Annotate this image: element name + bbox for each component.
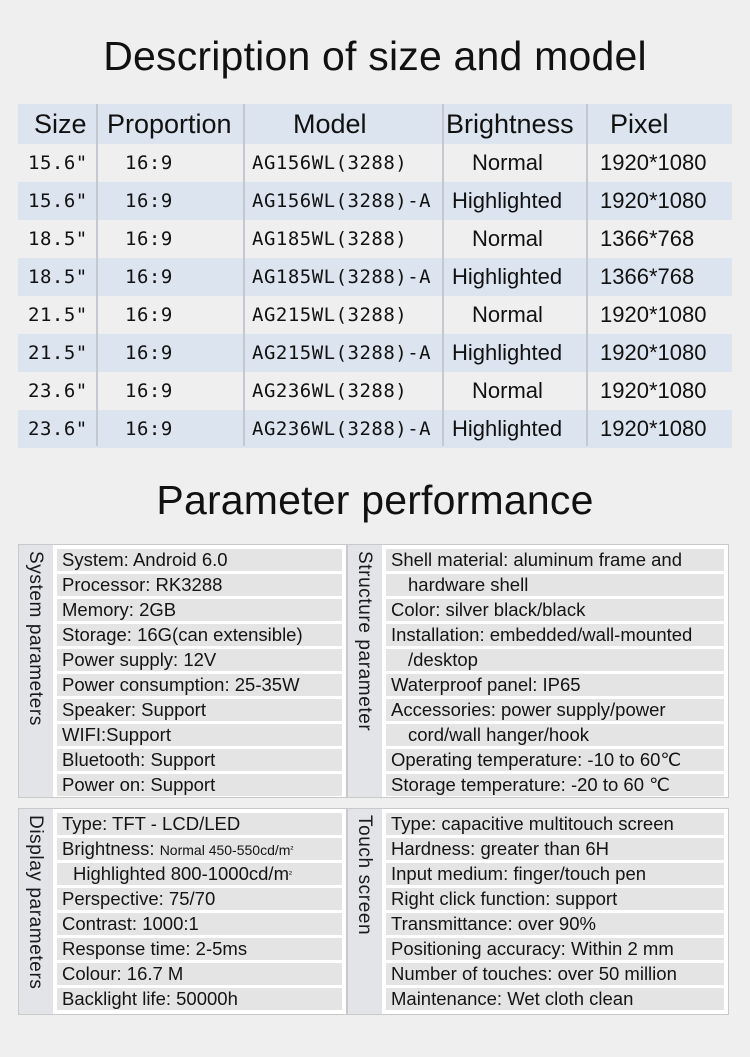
param-row: Maintenance: Wet cloth clean bbox=[386, 988, 724, 1010]
table-row bbox=[18, 182, 732, 220]
unit-superscript: ² bbox=[290, 844, 294, 854]
param-row: Waterproof panel: IP65 bbox=[386, 674, 724, 696]
display-parameters-label: Display parameters bbox=[25, 815, 46, 990]
cell-size: 21.5" bbox=[28, 342, 88, 364]
cell-pixel: 1920*1080 bbox=[600, 150, 707, 175]
param-row: cord/wall hanger/hook bbox=[386, 724, 724, 746]
touch-screen-panel bbox=[347, 808, 729, 1015]
cell-brightness: Normal bbox=[472, 226, 543, 251]
table-row bbox=[18, 296, 732, 334]
cell-size: 18.5" bbox=[28, 266, 88, 288]
structure-parameter-label: Structure parameter bbox=[354, 551, 375, 732]
cell-size: 15.6" bbox=[28, 152, 88, 174]
size-model-table bbox=[18, 104, 732, 446]
header-proportion: Proportion bbox=[107, 108, 232, 139]
param-row: Accessories: power supply/power bbox=[386, 699, 724, 721]
brightness-normal: Normal 450-550cd/m bbox=[159, 842, 291, 858]
param-row: Processor: RK3288 bbox=[57, 574, 342, 596]
table-row bbox=[18, 144, 732, 182]
cell-model: AG185WL(3288)-A bbox=[252, 266, 432, 288]
param-row: Power consumption: 25-35W bbox=[57, 674, 342, 696]
param-row: Transmittance: over 90% bbox=[386, 913, 724, 935]
param-row: Color: silver black/black bbox=[386, 599, 724, 621]
cell-model: AG236WL(3288)-A bbox=[252, 418, 432, 440]
param-row: Right click function: support bbox=[386, 888, 724, 910]
cell-proportion: 16:9 bbox=[125, 304, 173, 326]
param-row: Storage: 16G(can extensible) bbox=[57, 624, 342, 646]
param-row: Storage temperature: -20 to 60 ℃ bbox=[386, 774, 724, 796]
cell-proportion: 16:9 bbox=[125, 342, 173, 364]
cell-model: AG156WL(3288)-A bbox=[252, 190, 432, 212]
table-row bbox=[18, 258, 732, 296]
table-divider bbox=[243, 104, 245, 446]
title-parameters: Parameter performance bbox=[156, 477, 594, 523]
param-row: Memory: 2GB bbox=[57, 599, 342, 621]
cell-model: AG156WL(3288) bbox=[252, 152, 408, 174]
cell-size: 15.6" bbox=[28, 190, 88, 212]
header-brightness: Brightness bbox=[446, 108, 574, 139]
structure-parameter-panel bbox=[347, 544, 729, 798]
display-colour-row: Colour: 16.7 M bbox=[57, 963, 342, 985]
cell-proportion: 16:9 bbox=[125, 190, 173, 212]
header-pixel: Pixel bbox=[610, 108, 669, 139]
display-brightness-highlighted-row bbox=[57, 863, 342, 885]
cell-model: AG215WL(3288) bbox=[252, 304, 408, 326]
table-divider bbox=[442, 104, 444, 446]
system-parameters-label: System parameters bbox=[25, 551, 46, 726]
cell-pixel: 1920*1080 bbox=[600, 340, 707, 365]
param-row: Shell material: aluminum frame and bbox=[386, 549, 724, 571]
cell-pixel: 1920*1080 bbox=[600, 416, 707, 441]
cell-pixel: 1920*1080 bbox=[600, 188, 707, 213]
param-row: System: Android 6.0 bbox=[57, 549, 342, 571]
param-row: Operating temperature: -10 to 60℃ bbox=[386, 749, 724, 771]
table-row bbox=[18, 220, 732, 258]
cell-proportion: 16:9 bbox=[125, 380, 173, 402]
brightness-label: Brightness: bbox=[62, 838, 160, 859]
unit-superscript: ² bbox=[288, 869, 292, 879]
display-parameters-panel bbox=[18, 808, 347, 1015]
cell-proportion: 16:9 bbox=[125, 418, 173, 440]
param-row: Installation: embedded/wall-mounted bbox=[386, 624, 724, 646]
table-divider bbox=[96, 104, 98, 446]
param-row: hardware shell bbox=[386, 574, 724, 596]
cell-size: 18.5" bbox=[28, 228, 88, 250]
title-size-model: Description of size and model bbox=[103, 33, 647, 79]
table-header-row bbox=[18, 104, 732, 144]
cell-pixel: 1920*1080 bbox=[600, 378, 707, 403]
cell-proportion: 16:9 bbox=[125, 266, 173, 288]
header-model: Model bbox=[293, 108, 367, 139]
param-row: Hardness: greater than 6H bbox=[386, 838, 724, 860]
cell-pixel: 1366*768 bbox=[600, 226, 695, 251]
cell-brightness: Highlighted bbox=[452, 340, 563, 365]
touch-screen-label: Touch screen bbox=[354, 815, 375, 936]
display-response-row: Response time: 2-5ms bbox=[57, 938, 342, 960]
system-parameters-panel bbox=[18, 544, 347, 798]
table-row bbox=[18, 334, 732, 372]
cell-proportion: 16:9 bbox=[125, 228, 173, 250]
table-divider bbox=[586, 104, 588, 446]
cell-model: AG215WL(3288)-A bbox=[252, 342, 432, 364]
cell-model: AG236WL(3288) bbox=[252, 380, 408, 402]
cell-size: 23.6" bbox=[28, 380, 88, 402]
system-parameters-label-cell bbox=[19, 545, 53, 797]
display-type-row: Type: TFT - LCD/LED bbox=[57, 813, 342, 835]
param-row: Power supply: 12V bbox=[57, 649, 342, 671]
param-row: Positioning accuracy: Within 2 mm bbox=[386, 938, 724, 960]
param-row: WIFI:Support bbox=[57, 724, 342, 746]
brightness-highlighted: Highlighted 800-1000cd/m bbox=[73, 863, 289, 884]
param-row: /desktop bbox=[386, 649, 724, 671]
cell-brightness: Normal bbox=[472, 150, 543, 175]
structure-parameter-label-cell bbox=[348, 545, 382, 797]
param-row: Type: capacitive multitouch screen bbox=[386, 813, 724, 835]
cell-brightness: Normal bbox=[472, 378, 543, 403]
param-row: Bluetooth: Support bbox=[57, 749, 342, 771]
param-row: Power on: Support bbox=[57, 774, 342, 796]
cell-pixel: 1366*768 bbox=[600, 264, 695, 289]
cell-brightness: Highlighted bbox=[452, 188, 563, 213]
param-row: Speaker: Support bbox=[57, 699, 342, 721]
display-brightness-row bbox=[57, 838, 342, 860]
cell-proportion: 16:9 bbox=[125, 152, 173, 174]
param-row: Number of touches: over 50 million bbox=[386, 963, 724, 985]
cell-brightness: Normal bbox=[472, 302, 543, 327]
cell-model: AG185WL(3288) bbox=[252, 228, 408, 250]
cell-brightness: Highlighted bbox=[452, 264, 563, 289]
display-perspective-row: Perspective: 75/70 bbox=[57, 888, 342, 910]
display-parameters-label-cell bbox=[19, 809, 53, 1014]
display-contrast-row: Contrast: 1000:1 bbox=[57, 913, 342, 935]
header-size: Size bbox=[34, 108, 87, 139]
table-row bbox=[18, 410, 732, 448]
cell-pixel: 1920*1080 bbox=[600, 302, 707, 327]
cell-brightness: Highlighted bbox=[452, 416, 563, 441]
param-row: Input medium: finger/touch pen bbox=[386, 863, 724, 885]
touch-screen-label-cell bbox=[348, 809, 382, 1014]
table-row bbox=[18, 372, 732, 410]
cell-size: 23.6" bbox=[28, 418, 88, 440]
cell-size: 21.5" bbox=[28, 304, 88, 326]
display-backlight-row: Backlight life: 50000h bbox=[57, 988, 342, 1010]
